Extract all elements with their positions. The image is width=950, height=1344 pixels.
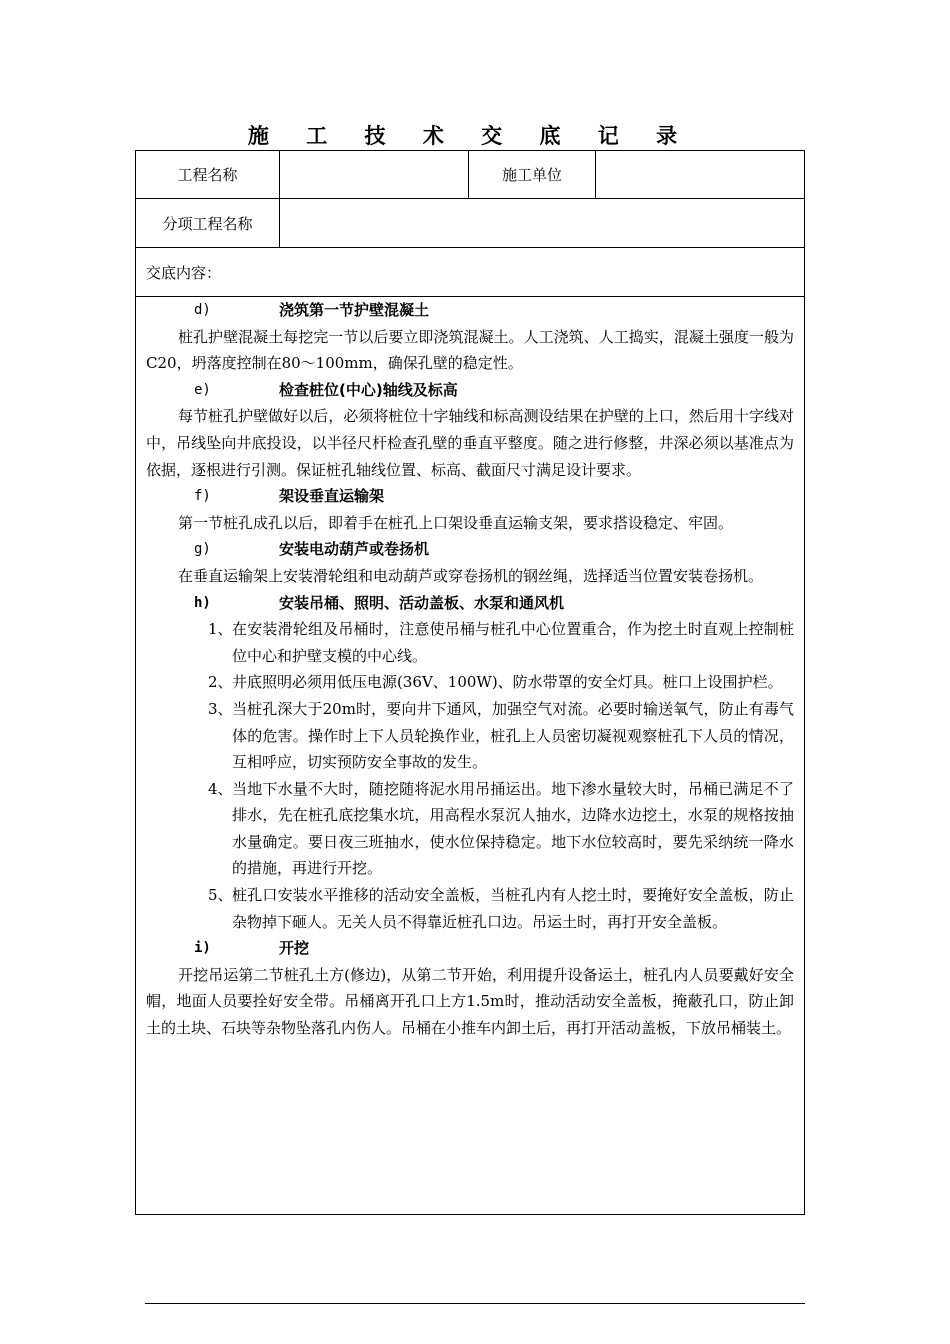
list-item-number: 1、 [208, 620, 233, 639]
list-item-text: 井底照明必须用低压电源(36V、100W)、防水带罩的安全灯具。桩口上设围护栏。 [232, 673, 783, 692]
list-item [146, 696, 794, 776]
section-letter: d) [194, 302, 211, 318]
list-item-text: 当桩孔深大于20m时，要向井下通风，加强空气对流。必要时输送氧气，防止有毒气体的危害。操作时上下人员轮换作业，桩孔上人员密切凝视观察桩孔下人员的情况，互相呼应，切实预防安全事故的发生。 [232, 699, 794, 772]
list-item [146, 776, 794, 882]
list-item-number: 5、 [208, 886, 233, 905]
subproject-name-value[interactable] [280, 199, 804, 247]
row-project [136, 151, 804, 199]
list-item-number: 3、 [208, 699, 233, 718]
section-title: 检查桩位(中心)轴线及标高 [279, 380, 458, 399]
section-heading [146, 935, 794, 962]
list-item [146, 669, 794, 696]
section-paragraph: 开挖吊运第二节桩孔土方(修边)，从第二节开始，利用提升设备运土，桩孔内人员要戴好安全帽，地面人员要拴好安全带。吊桶离开孔口上方1.5m时，推动活动安全盖板，掩蔽孔口，防止卸土的土块、石块等杂物坠落孔内伤人。吊桶在小推车内卸土后，再打开活动盖板，下放吊桶装土。 [146, 965, 794, 1038]
section-letter: i) [194, 940, 211, 957]
list-item-number: 2、 [208, 673, 233, 692]
section-letter: g) [194, 541, 211, 558]
section-letter: f) [194, 488, 211, 505]
section-paragraph: 每节桩孔护壁做好以后，必须将桩位十字轴线和标高测设结果在护壁的上口，然后用十字线对中，吊线坠向井底投设，以半径尺杆检查孔壁的垂直平整度。随之进行修整，井深必须以基准点为依据，逐根进行引测。保证桩孔轴线位置、标高、截面尺寸满足设计要求。 [146, 407, 794, 479]
subproject-name-label: 分项工程名称 [136, 199, 280, 247]
section-paragraph: 桩孔护壁混凝土每挖完一节以后要立即浇筑混凝土。人工浇筑、人工捣实，混凝土强度一般为C20，坍落度控制在80～100mm，确保孔壁的稳定性。 [146, 327, 794, 373]
list-item-number: 4、 [208, 779, 233, 798]
list-item-text: 桩孔口安装水平推移的活动安全盖板，当桩孔内有人挖土时，要掩好安全盖板，防止杂物掉下砸人。无关人员不得靠近桩孔口边。吊运土时，再打开安全盖板。 [232, 886, 794, 931]
project-name-label: 工程名称 [136, 151, 280, 198]
section-title: 开挖 [279, 939, 310, 958]
section-heading [146, 590, 794, 617]
list-item-text: 在安装滑轮组及吊桶时，注意使吊桶与桩孔中心位置重合，作为挖土时直观上控制桩位中心和护壁支模的中心线。 [232, 620, 794, 665]
content-body [136, 297, 804, 1042]
section-heading [146, 377, 794, 404]
section-heading [146, 483, 794, 510]
list-item-text: 当地下水量不大时，随挖随将泥水用吊捅运出。地下渗水量较大时，吊桶已满足不了排水，先在桩孔底挖集水坑，用高程水泵沉人抽水，边降水边挖土，水泵的规格按抽水量确定。要日夜三班抽水，使水位保持稳定。地下水位较高时，要先采纳统一降水的措施，再进行开挖。 [232, 779, 794, 878]
list-item [146, 882, 794, 935]
section-heading [146, 297, 794, 324]
list-item [146, 616, 794, 669]
section-paragraph: 在垂直运输架上安装滑轮组和电动葫芦或穿卷扬机的钢丝绳，选择适当位置安装卷扬机。 [178, 566, 764, 585]
section-heading [146, 536, 794, 563]
row-content-label [136, 248, 804, 297]
project-name-value[interactable] [280, 151, 469, 198]
section-paragraph: 第一节桩孔成孔以后，即着手在桩孔上口架设垂直运输支架，要求搭设稳定、牢固。 [178, 513, 734, 532]
document-title: 施 工 技 术 交 底 记 录 [247, 124, 693, 148]
record-table [135, 150, 805, 1215]
construction-unit-label: 施工单位 [469, 151, 596, 198]
content-label: 交底内容： [146, 263, 222, 282]
section-letter: h) [194, 594, 211, 611]
section-title: 安装吊桶、照明、活动盖板、水泵和通风机 [279, 593, 565, 612]
footer-divider [145, 1303, 805, 1304]
construction-unit-value[interactable] [596, 151, 804, 198]
section-letter: e) [194, 381, 211, 398]
section-title: 安装电动葫芦或卷扬机 [279, 540, 430, 559]
row-subproject [136, 199, 804, 248]
section-title: 浇筑第一节护壁混凝土 [279, 301, 430, 319]
section-title: 架设垂直运输架 [279, 487, 385, 506]
